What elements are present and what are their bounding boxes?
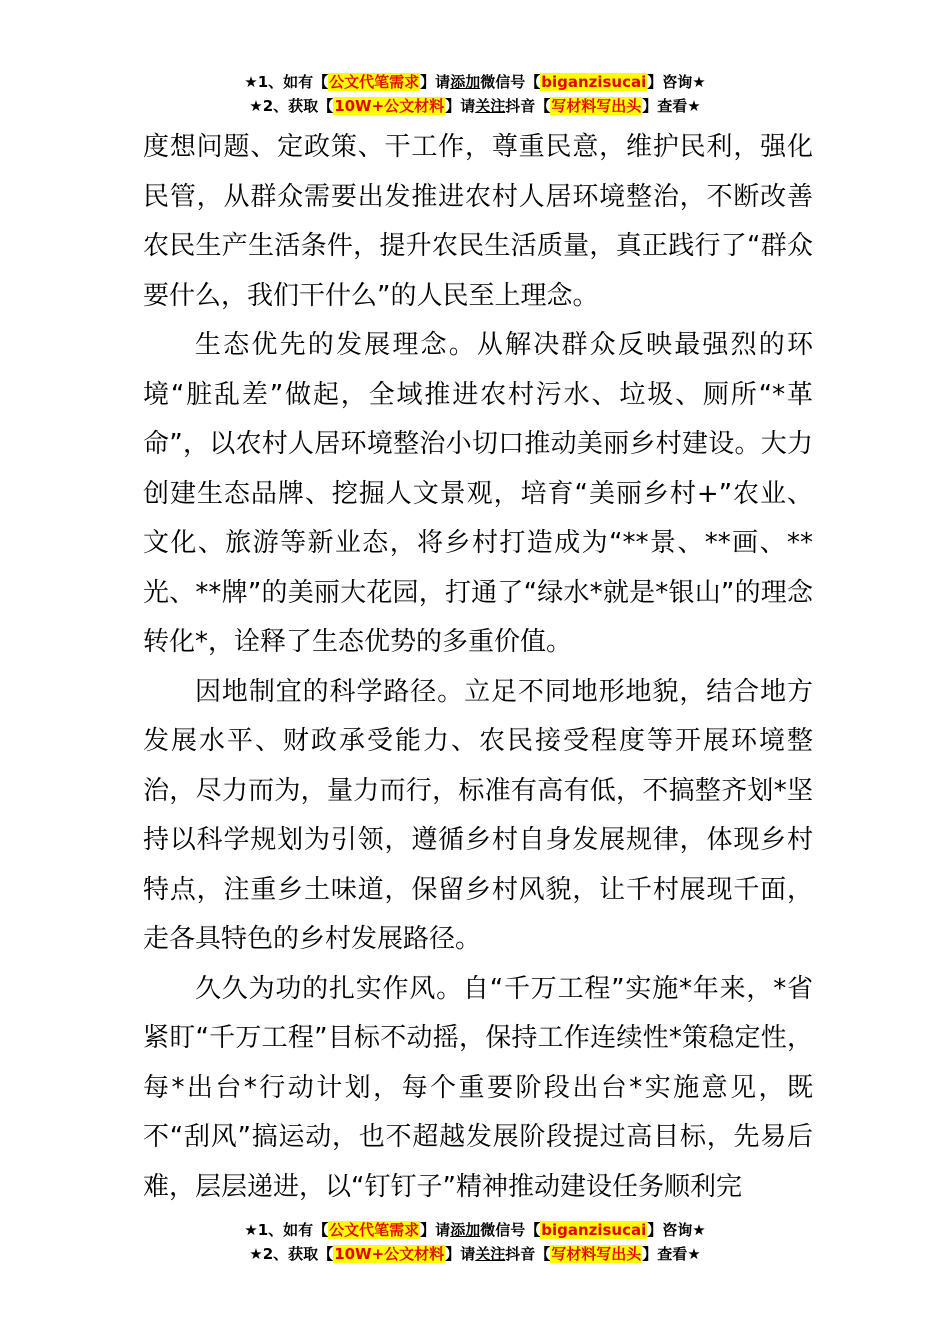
banner-text: 】请 bbox=[445, 1245, 476, 1263]
banner-highlight: 公文代笔需求 bbox=[329, 1221, 420, 1239]
banner-highlight: biganzisucai bbox=[541, 73, 647, 91]
document-body bbox=[143, 123, 813, 1212]
banner-text: 抖音【 bbox=[505, 97, 551, 115]
paragraph: 生态优先的发展理念。从解决群众反映最强烈的环境“脏乱差”做起，全域推进农村污水、垃圾、厕所“*革命”，以农村人居环境整治小切口推动美丽乡村建设。大力创建生态品牌、挖掘人文景观，培育“美丽乡村+”农业、文化、旅游等新业态，将乡村打造成为“**景、**画、**光、**牌”的美丽大花园，打通了“绿水*就是*银山”的理念转化*，诠释了生态优势的多重价值。 bbox=[143, 330, 813, 657]
banner-highlight: 写材料写出头 bbox=[551, 1245, 642, 1263]
banner-line-1 bbox=[0, 70, 950, 94]
banner-emphasis: 关注 bbox=[475, 97, 506, 115]
footer-banner bbox=[0, 1218, 950, 1266]
banner-text: ★2、获取【 bbox=[249, 97, 334, 115]
banner-highlight: 10W+公文材料 bbox=[334, 97, 445, 115]
banner-text: ★2、获取【 bbox=[249, 1245, 334, 1263]
banner-text: 】请 bbox=[420, 73, 451, 91]
banner-emphasis: 添加 bbox=[450, 73, 481, 91]
banner-text: 】查看★ bbox=[642, 97, 701, 115]
banner-text: 】请 bbox=[420, 1221, 451, 1239]
banner-line-2 bbox=[0, 94, 950, 118]
banner-text: 】请 bbox=[445, 97, 476, 115]
banner-text: 】咨询★ bbox=[647, 73, 706, 91]
paragraph: 久久为功的扎实作风。自“千万工程”实施*年来，*省紧盯“千万工程”目标不动摇，保持工作连续性*策稳定性，每*出台*行动计划，每个重要阶段出台*实施意见，既不“刮风”搞运动，也不超越发展阶段提过高目标，先易后难，层层递进，以“钉钉子”精神推动建设任务顺利完 bbox=[143, 973, 813, 1202]
banner-text: ★1、如有【 bbox=[244, 1221, 329, 1239]
paragraph-continued: 度想问题、定政策、干工作，尊重民意，维护民利，强化民管，从群众需要出发推进农村人居环境整治，不断改善农民生产生活条件，提升农民生活质量，真正践行了“群众要什么，我们干什么”的人民至上理念。 bbox=[143, 132, 813, 311]
banner-text: 】咨询★ bbox=[647, 1221, 706, 1239]
banner-text: 】查看★ bbox=[642, 1245, 701, 1263]
banner-text: 微信号【 bbox=[480, 1221, 541, 1239]
banner-text: ★1、如有【 bbox=[244, 73, 329, 91]
banner-highlight: 公文代笔需求 bbox=[329, 73, 420, 91]
banner-emphasis: 关注 bbox=[475, 1245, 506, 1263]
paragraph: 因地制宜的科学路径。立足不同地形地貌，结合地方发展水平、财政承受能力、农民接受程度等开展环境整治，尽力而为，量力而行，标准有高有低，不搞整齐划*坚持以科学规划为引领，遵循乡村自身发展规律，体现乡村特点，注重乡土味道，保留乡村风貌，让千村展现千面，走各具特色的乡村发展路径。 bbox=[143, 676, 813, 954]
banner-highlight: biganzisucai bbox=[541, 1221, 647, 1239]
header-banner bbox=[0, 70, 950, 118]
banner-line-1 bbox=[0, 1218, 950, 1242]
banner-text: 抖音【 bbox=[505, 1245, 551, 1263]
banner-highlight: 写材料写出头 bbox=[551, 97, 642, 115]
banner-text: 微信号【 bbox=[480, 73, 541, 91]
banner-emphasis: 添加 bbox=[450, 1221, 481, 1239]
banner-line-2 bbox=[0, 1242, 950, 1266]
banner-highlight: 10W+公文材料 bbox=[334, 1245, 445, 1263]
